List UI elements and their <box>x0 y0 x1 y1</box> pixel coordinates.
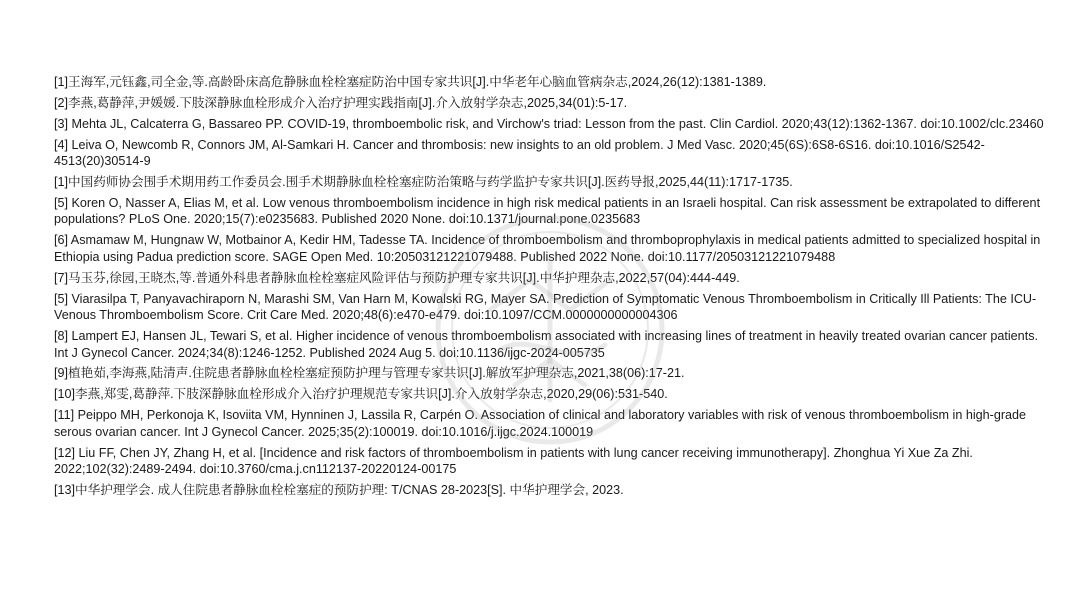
reference-item: [5] Koren O, Nasser A, Elias M, et al. Low venous thromboembolism incidence in high risk medical patients in an Israeli hospital. Can risk assessment be extrapolated to different populations? PLoS One. 2020;15(7):e0235683. Published 2020 None. doi:10.1371/journal.pone.0235683 <box>54 195 1041 227</box>
reference-item: [5] Viarasilpa T, Panyavachiraporn N, Marashi SM, Van Harn M, Kowalski RG, Mayer SA. Prediction of Symptomatic Venous Thromboembolism in Critically Ill Patients: The ICU-Venous Thromboembolism Score. Crit Care Med. 2020;48(6):e470-e479. doi:10.1097/CCM.0000000000004306 <box>54 291 1037 323</box>
reference-item: [1]王海军,元钰鑫,司全金,等.高龄卧床高危静脉血栓栓塞症防治中国专家共识[J].中华老年心脑血管病杂志,2024,26(12):1381-1389. <box>54 75 767 89</box>
reference-item: [12] Liu FF, Chen JY, Zhang H, et al. [Incidence and risk factors of thromboembolism in patients with lung cancer receiving immunotherapy]. Zhonghua Yi Xue Za Zhi. 2022;102(32):2489-2494. doi:10.3760/cma.j.cn112137-20220124-00175 <box>54 445 973 477</box>
reference-item: [11] Peippo MH, Perkonoja K, Isoviita VM, Hynninen J, Lassila R, Carpén O. Association of clinical and laboratory variables with risk of venous thromboembolism in high-grade serous ovarian cancer. Int J Gynecol Cancer. 2025;35(2):100019. doi:10.1016/j.ijgc.2024.100019 <box>54 408 1027 439</box>
reference-item: [9]植艳茹,李海燕,陆清声.住院患者静脉血栓栓塞症预防护理与管理专家共识[J].解放军护理杂志,2021,38(06):17-21. <box>54 366 685 381</box>
reference-item: [7]马玉芬,徐园,王晓杰,等.普通外科患者静脉血栓栓塞症风险评估与预防护理专家共识[J].中华护理杂志,2022,57(04):444-449. <box>54 270 740 285</box>
reference-item: [4] Leiva O, Newcomb R, Connors JM, Al-Samkari H. Cancer and thrombosis: new insights to an old problem. J Med Vasc. 2020;45(6S):6S8-6S16. doi:10.1016/S2542-4513(20)30514-9 <box>54 137 985 169</box>
reference-item: [10]李燕,郑雯,葛静萍.下肢深静脉血栓形成介入治疗护理规范专家共识[J].介入放射学杂志,2020,29(06):531-540. <box>54 387 668 402</box>
reference-item: [8] Lampert EJ, Hansen JL, Tewari S, et al. Higher incidence of venous thromboembolism associated with increasing lines of treatment in heavily treated ovarian cancer patients. Int J Gynecol Cancer. 2024;34(8):1246-1252. Published 2024 Aug 5. doi:10.1136/ijgc-2024-005735 <box>54 329 1038 360</box>
reference-item: [13]中华护理学会. 成人住院患者静脉血栓栓塞症的预防护理: T/CNAS 28-2023[S]. 中华护理学会, 2023. <box>54 482 624 497</box>
reference-item: [2]李燕,葛静萍,尹媛媛.下肢深静脉血栓形成介入治疗护理实践指南[J].介入放射学杂志,2025,34(01):5-17. <box>54 95 628 110</box>
reference-item: [3] Mehta JL, Calcaterra G, Bassareo PP. COVID-19, thromboembolic risk, and Virchow's triad: Lesson from the past. Clin Cardiol. 2020;43(12):1362-1367. doi:10.1002/clc.23460 <box>54 116 1044 131</box>
reference-list <box>54 74 1044 503</box>
reference-item: [1]中国药师协会围手术期用药工作委员会.围手术期静脉血栓栓塞症防治策略与药学监护专家共识[J].医药导报,2025,44(11):1717-1735. <box>54 175 793 190</box>
reference-item: [6] Asmamaw M, Hungnaw W, Motbainor A, Kedir HM, Tadesse TA. Incidence of thromboembolism and thromboprophylaxis in medical patients admitted to specialized hospital in Ethiopia using Padua prediction score. SAGE Open Med. 10:20503121221079488. Published 2022 None. doi:10.1177/20503121221079488 <box>54 233 1041 264</box>
